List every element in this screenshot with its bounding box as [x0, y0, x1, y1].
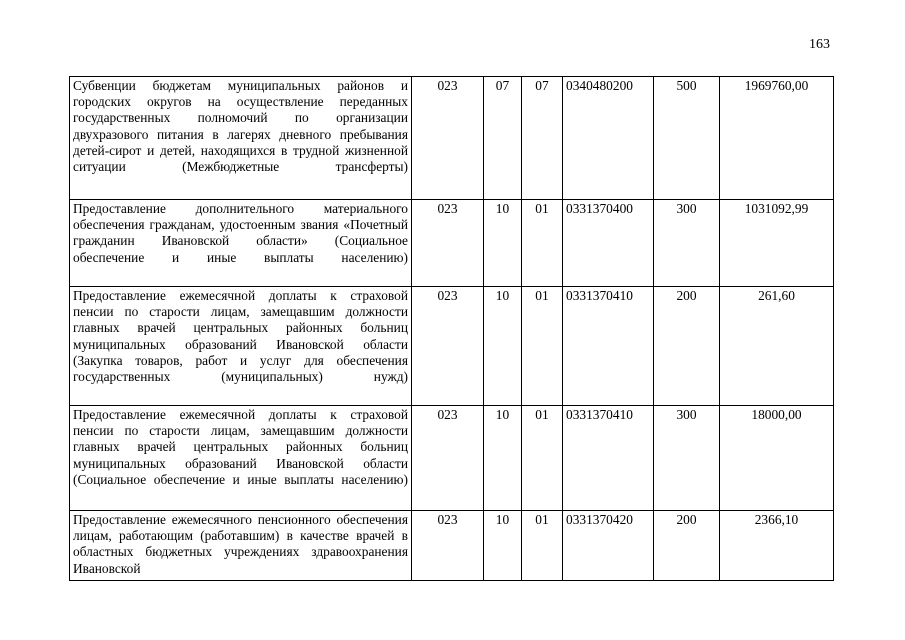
expense-type-code: 500: [654, 77, 720, 200]
table-row: [70, 406, 834, 511]
page-number: 163: [809, 37, 830, 52]
target-article-code: 0331370420: [563, 511, 654, 581]
amount-value: 18000,00: [720, 406, 834, 511]
amount-value: 261,60: [720, 287, 834, 406]
subsection-code: 01: [522, 200, 563, 287]
target-article-code: 0331370410: [563, 406, 654, 511]
expense-type-code: 200: [654, 287, 720, 406]
expense-type-code: 200: [654, 511, 720, 581]
row-description: Предоставление ежемесячной доплаты к страховой пенсии по старости лицам, замещавшим должности главных врачей центральных районных больниц муниципальных образований Ивановской области (Закупка товаров, работ и услуг для обеспечения государственных (муниципальных) нужд): [70, 287, 412, 406]
ministry-code: 023: [412, 77, 484, 200]
row-description: Предоставление ежемесячного пенсионного обеспечения лицам, работающим (работавшим) в качестве врачей в областных бюджетных учреждениях здравоохранения Ивановской: [70, 511, 412, 581]
ministry-code: 023: [412, 406, 484, 511]
row-description: Предоставление ежемесячной доплаты к страховой пенсии по старости лицам, замещавшим должности главных врачей центральных районных больниц муниципальных образований Ивановской области (Социальное обеспечение и иные выплаты населению): [70, 406, 412, 511]
target-article-code: 0331370400: [563, 200, 654, 287]
section-code: 10: [484, 200, 522, 287]
amount-value: 1969760,00: [720, 77, 834, 200]
section-code: 07: [484, 77, 522, 200]
target-article-code: 0331370410: [563, 287, 654, 406]
table-row: [70, 287, 834, 406]
amount-value: 1031092,99: [720, 200, 834, 287]
subsection-code: 01: [522, 511, 563, 581]
target-article-code: 0340480200: [563, 77, 654, 200]
row-description: Субвенции бюджетам муниципальных районов и городских округов на осуществление переданных государственных полномочий по организации двухразового питания в лагерях дневного пребывания детей-сирот и детей, находящихся в трудной жизненной ситуации (Межбюджетные трансферты): [70, 77, 412, 200]
subsection-code: 01: [522, 287, 563, 406]
table-row: [70, 77, 834, 200]
section-code: 10: [484, 287, 522, 406]
table-row: [70, 511, 834, 581]
expense-type-code: 300: [654, 200, 720, 287]
section-code: 10: [484, 406, 522, 511]
subsection-code: 01: [522, 406, 563, 511]
table-row: [70, 200, 834, 287]
ministry-code: 023: [412, 511, 484, 581]
subsection-code: 07: [522, 77, 563, 200]
ministry-code: 023: [412, 287, 484, 406]
amount-value: 2366,10: [720, 511, 834, 581]
budget-table: [69, 76, 834, 581]
section-code: 10: [484, 511, 522, 581]
ministry-code: 023: [412, 200, 484, 287]
expense-type-code: 300: [654, 406, 720, 511]
row-description: Предоставление дополнительного материального обеспечения гражданам, удостоенным звания «Почетный гражданин Ивановской области» (Социальное обеспечение и иные выплаты населению): [70, 200, 412, 287]
